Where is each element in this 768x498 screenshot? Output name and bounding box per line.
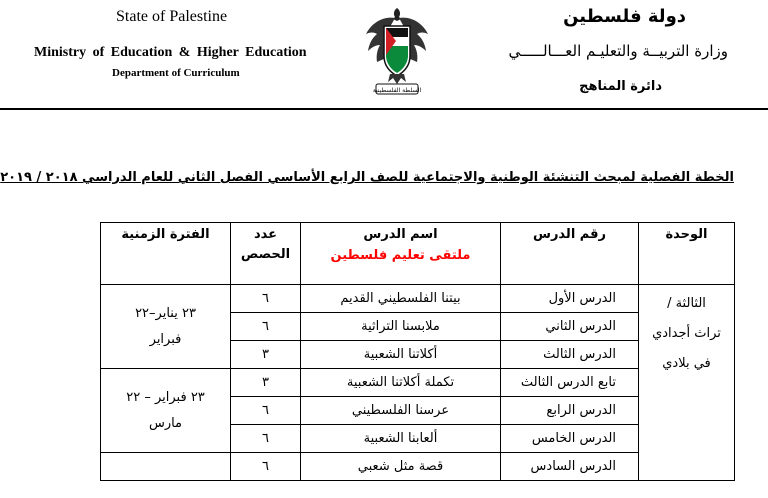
- lesson-number-cell: الدرس الرابع: [501, 397, 639, 425]
- lesson-name-cell: قصة مثل شعبي: [301, 453, 501, 481]
- lesson-name-cell: عرسنا الفلسطيني: [301, 397, 501, 425]
- lesson-number-cell: الدرس الثاني: [501, 313, 639, 341]
- period-line2: مارس: [148, 415, 183, 431]
- lesson-number-cell: الدرس الأول: [501, 285, 639, 313]
- sessions-cell: ٣: [231, 341, 301, 369]
- lesson-number-cell: الدرس الخامس: [501, 425, 639, 453]
- period-cell: [101, 453, 231, 481]
- header-lesson-name-label: اسم الدرس: [363, 227, 438, 242]
- state-name-ar: دولة فلسطين: [563, 6, 686, 27]
- header-sessions-line2: الحصص: [240, 247, 291, 262]
- header-unit: الوحدة: [639, 223, 735, 285]
- lesson-number-cell: الدرس السادس: [501, 453, 639, 481]
- lesson-name-cell: ملابسنا التراثية: [301, 313, 501, 341]
- unit-cell: [639, 285, 735, 481]
- header-sessions-line1: عدد: [253, 227, 278, 242]
- sessions-cell: ٦: [231, 453, 301, 481]
- palestine-eagle-emblem-icon: [362, 4, 432, 98]
- unit-line1: الثالثة /: [667, 296, 706, 311]
- ministry-name-ar: وزارة التربيــة والتعليـم العـــالـــــي: [508, 42, 728, 60]
- department-name-ar: دائرة المناهج: [579, 79, 662, 94]
- sessions-cell: ٦: [231, 285, 301, 313]
- emblem-caption: السلطة الفلسطينية: [372, 87, 422, 94]
- header-period: الفترة الزمنية: [101, 223, 231, 285]
- period-line1: ٢٣ فبراير – ٢٢: [126, 389, 205, 405]
- sessions-cell: ٣: [231, 369, 301, 397]
- table-header-row: [101, 223, 735, 285]
- table-row: [101, 285, 735, 313]
- period-cell: [101, 285, 231, 369]
- period-cell: [101, 369, 231, 453]
- unit-line2: تراث أجدادي: [652, 326, 721, 341]
- header-lesson-name: [301, 223, 501, 285]
- lesson-name-cell: ألعابنا الشعبية: [301, 425, 501, 453]
- header-lesson-number: رقم الدرس: [501, 223, 639, 285]
- state-name-en: State of Palestine: [116, 8, 228, 25]
- semester-plan-table: [100, 222, 735, 481]
- lesson-name-cell: تكملة أكلاتنا الشعبية: [301, 369, 501, 397]
- lesson-number-cell: تابع الدرس الثالث: [501, 369, 639, 397]
- unit-line3: في بلادي: [662, 356, 711, 371]
- header-divider: [0, 108, 768, 110]
- lesson-number-cell: الدرس الثالث: [501, 341, 639, 369]
- period-line2: فبراير: [149, 331, 182, 347]
- plan-title: الخطة الفصلية لمبحث التنشئة الوطنية والاجتماعية للصف الرابع الأساسي الفصل الثاني للعام الدراسي ٢٠١٨ / ٢٠١٩: [0, 170, 734, 185]
- ministry-name-en: Ministry of Education & Higher Education: [34, 45, 307, 60]
- forum-watermark-text: ملتقى تعليم فلسطين: [330, 248, 471, 263]
- department-name-en: Department of Curriculum: [112, 67, 240, 79]
- header-sessions: [231, 223, 301, 285]
- sessions-cell: ٦: [231, 425, 301, 453]
- lesson-name-cell: أكلاتنا الشعبية: [301, 341, 501, 369]
- sessions-cell: ٦: [231, 397, 301, 425]
- period-line1: ٢٣ يناير–٢٢: [135, 305, 196, 321]
- sessions-cell: ٦: [231, 313, 301, 341]
- lesson-name-cell: بيتنا الفلسطيني القديم: [301, 285, 501, 313]
